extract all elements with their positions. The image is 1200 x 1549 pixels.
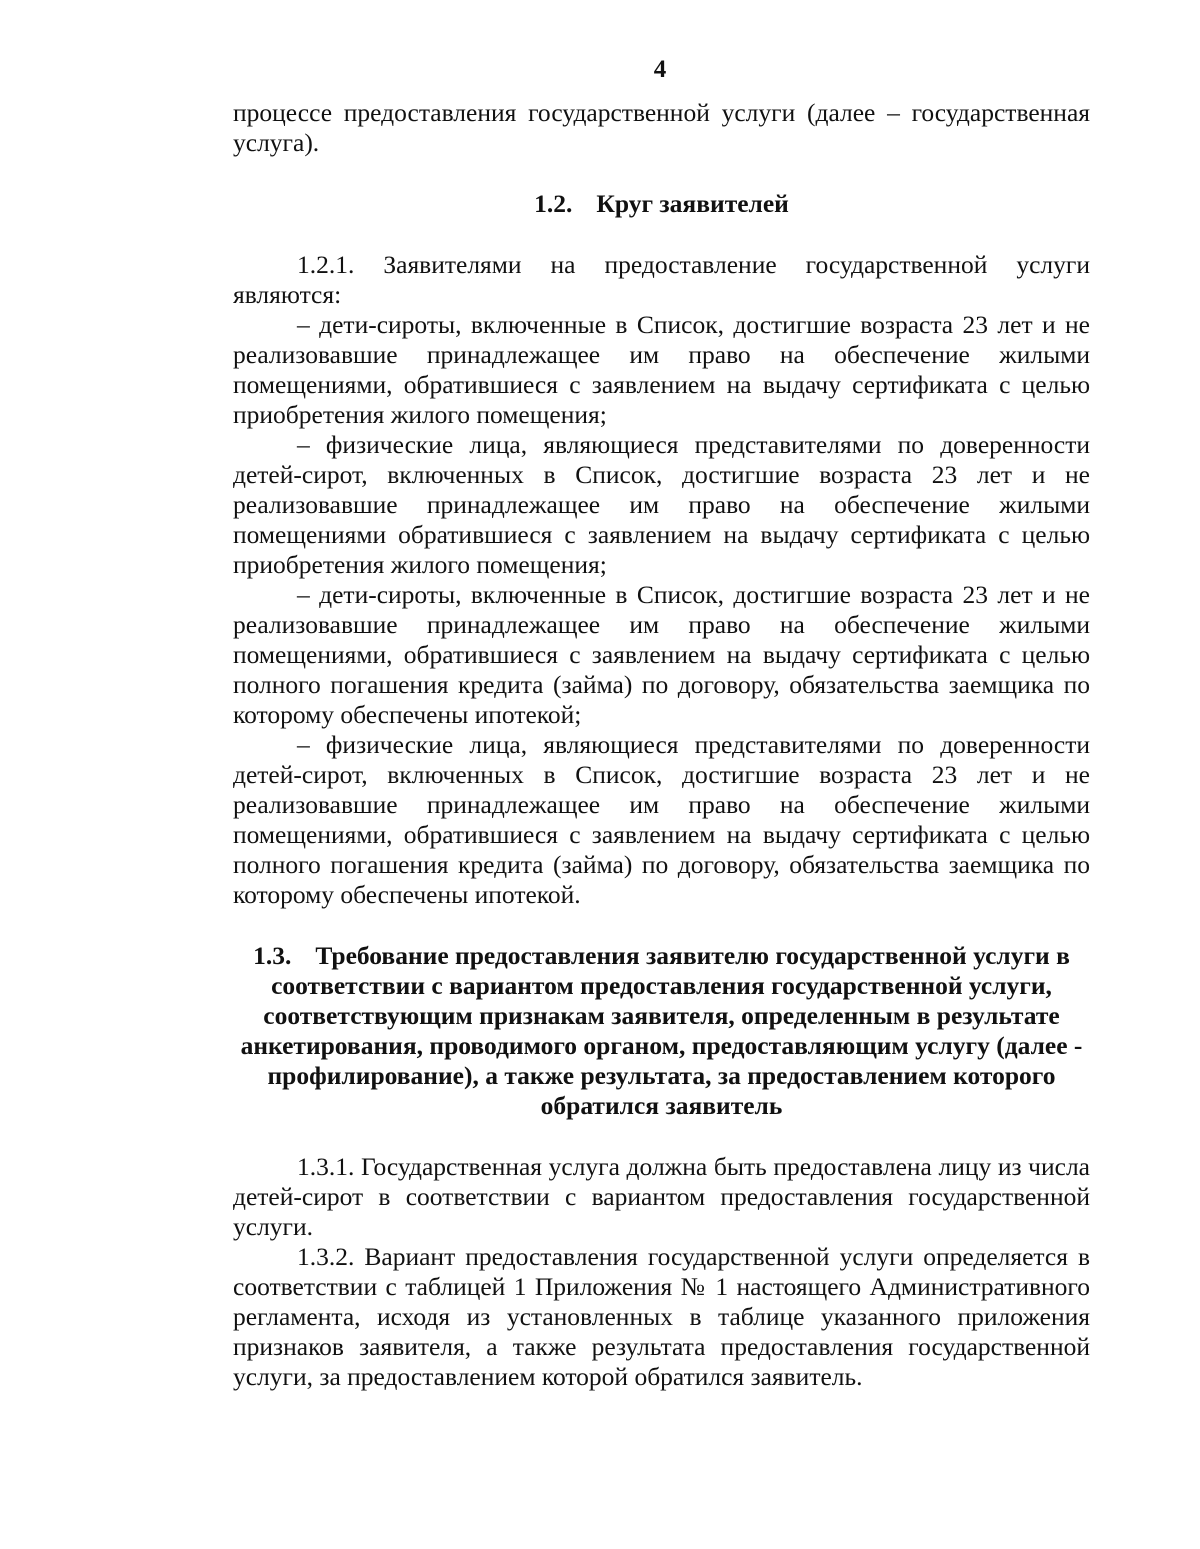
applicant-list-item: – физические лица, являющиеся представителями по доверенности детей-сирот, включенных в Список, достигшие возраста 23 лет и не реализовавшие принадлежащее им право на обеспечение жилыми помещениями, обратившиеся с заявлением на выдачу сертификата с целью полного погашения кредита (займа) по договору, обязательства заемщика по которому обеспечены ипотекой. bbox=[233, 730, 1090, 909]
applicant-list-item: – дети-сироты, включенные в Список, достигшие возраста 23 лет и не реализовавшие принадлежащее им право на обеспечение жилыми помещениями, обратившиеся с заявлением на выдачу сертификата с целью полного погашения кредита (займа) по договору, обязательства заемщика по которому обеспечены ипотекой; bbox=[233, 580, 1090, 729]
paragraph-1-3-2: 1.3.2. Вариант предоставления государственной услуги определяется в соответствии с таблицей 1 Приложения № 1 настоящего Административного регламента, исходя из установленных в таблице указанного приложения признаков заявителя, а также результата предоставления государственной услуги, за предоставлением которой обратился заявитель. bbox=[233, 1242, 1090, 1391]
paragraph-1-3-1: 1.3.1. Государственная услуга должна быть предоставлена лицу из числа детей-сирот в соответствии с вариантом предоставления государственной услуги. bbox=[233, 1152, 1090, 1241]
section-1-2-number: 1.2. bbox=[534, 189, 573, 218]
paragraph-1-2-1: 1.2.1. Заявителями на предоставление государственной услуги являются: bbox=[233, 250, 1090, 309]
applicant-list-item: – физические лица, являющиеся представителями по доверенности детей-сирот, включенных в Список, достигшие возраста 23 лет и не реализовавшие принадлежащее им право на обеспечение жилыми помещениями обратившиеся с заявлением на выдачу сертификата с целью приобретения жилого помещения; bbox=[233, 430, 1090, 579]
section-1-2-title: Круг заявителей bbox=[596, 189, 789, 218]
applicant-list-item: – дети-сироты, включенные в Список, достигшие возраста 23 лет и не реализовавшие принадлежащее им право на обеспечение жилыми помещениями, обратившиеся с заявлением на выдачу сертификата с целью приобретения жилого помещения; bbox=[233, 310, 1090, 429]
page-number: 4 bbox=[653, 56, 667, 83]
section-1-2-heading bbox=[233, 189, 1090, 219]
document-body bbox=[233, 98, 1090, 1392]
intro-continuation: процессе предоставления государственной услуги (далее – государственная услуга). bbox=[233, 98, 1090, 157]
section-1-3-title: Требование предоставления заявителю государственной услуги в соответствии с вариантом предоставления государственной услуги, соответствующим признакам заявителя, определенным в результате анкетирования, проводимого органом, предоставляющим услугу (далее - профилирование), а также результата, за предоставлением которого обратился заявитель bbox=[240, 941, 1083, 1120]
section-1-3-heading bbox=[233, 941, 1090, 1121]
section-1-3-number: 1.3. bbox=[253, 941, 292, 970]
